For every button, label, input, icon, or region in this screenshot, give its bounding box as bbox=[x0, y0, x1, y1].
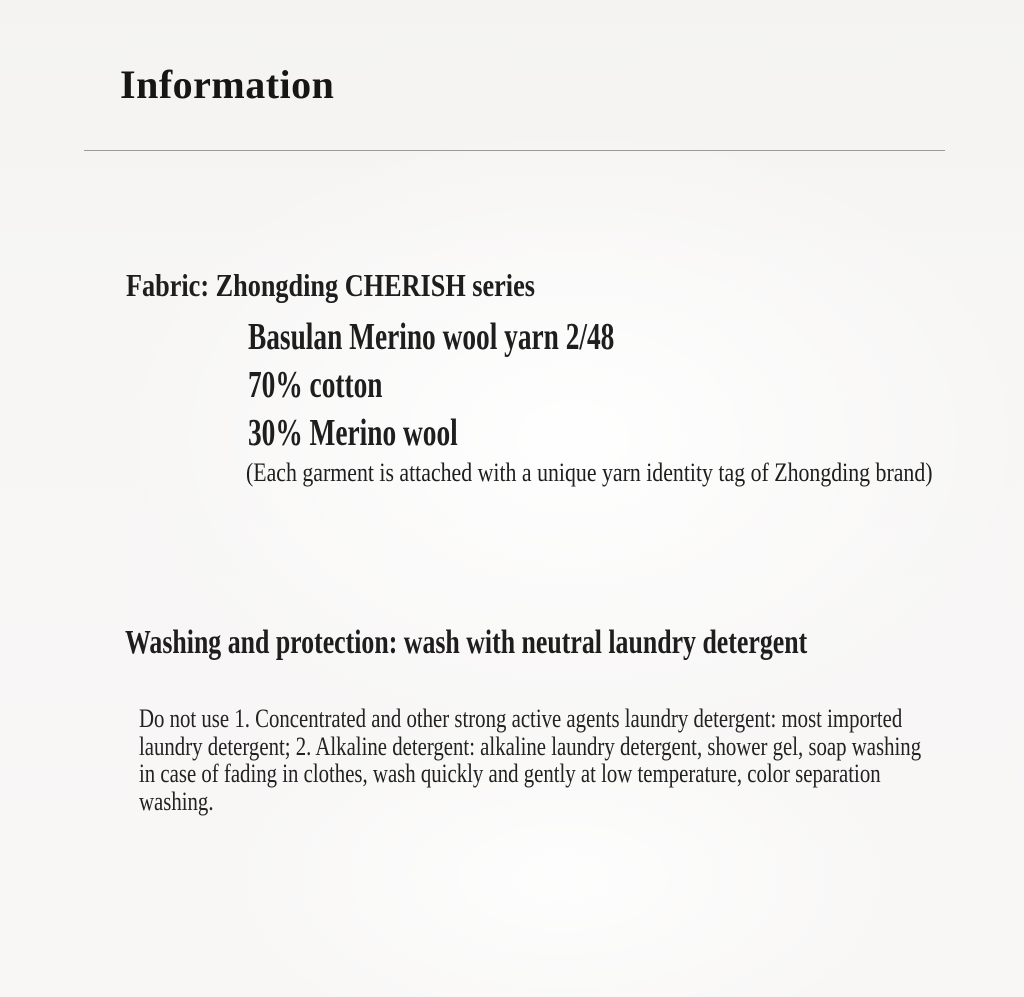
fabric-heading-text: Fabric: Zhongding CHERISH series bbox=[126, 267, 535, 303]
washing-instructions: Do not use 1. Concentrated and other strong active agents laundry detergent: most imported laundry detergent; 2. Alkaline detergent: alkaline laundry detergent, shower gel, soap washing in case of fading in clothes, wash quickly and gently at low temperature, color separation washing. bbox=[139, 704, 922, 816]
fabric-note bbox=[246, 458, 1024, 488]
fabric-detail-yarn-text: Basulan Merino wool yarn 2/48 bbox=[248, 316, 615, 358]
fabric-heading bbox=[126, 267, 625, 303]
divider bbox=[84, 150, 945, 151]
fabric-note-text: (Each garment is attached with a unique yarn identity tag of Zhongding brand) bbox=[246, 458, 933, 487]
fabric-detail-wool bbox=[248, 412, 539, 454]
fabric-detail-cotton-text: 70% cotton bbox=[248, 364, 383, 406]
page-title: Information bbox=[120, 62, 335, 107]
washing-heading-text: Washing and protection: wash with neutral laundry detergent bbox=[125, 624, 808, 661]
fabric-detail-wool-text: 30% Merino wool bbox=[248, 412, 458, 454]
fabric-detail-yarn bbox=[248, 316, 757, 358]
fabric-detail-cotton bbox=[248, 364, 435, 406]
washing-heading bbox=[125, 623, 1023, 663]
